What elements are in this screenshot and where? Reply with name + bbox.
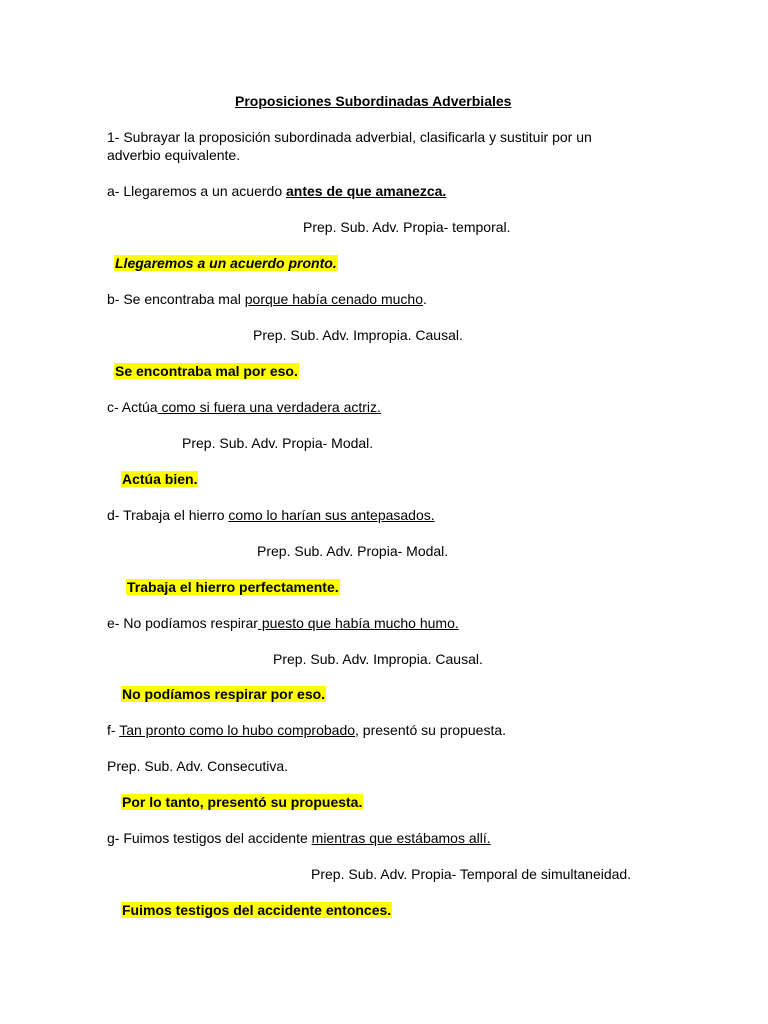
answer-e-highlight: No podíamos respirar por eso.: [122, 686, 326, 702]
sentence-f: [107, 721, 506, 739]
classification-f: Prep. Sub. Adv. Consecutiva.: [107, 758, 289, 774]
answer-b-highlight: Se encontraba mal por eso.: [115, 363, 298, 379]
sentence-f-suffix: , presentó su propuesta.: [355, 722, 507, 738]
sentence-a-prefix: a- Llegaremos a un acuerdo: [107, 183, 286, 199]
answer-d: [126, 578, 340, 596]
answer-c-highlight: Actúa bien.: [122, 471, 198, 487]
instruction-line-1: 1- Subrayar la proposición subordinada adverbial, clasificarla y sustituir por un: [107, 129, 592, 145]
sentence-e-clause: puesto que había mucho humo.: [257, 615, 459, 631]
sentence-b-prefix: b- Se encontraba mal: [107, 291, 245, 307]
answer-c: [121, 470, 198, 488]
sentence-b-suffix: .: [423, 291, 427, 307]
sentence-e-prefix: e- No podíamos respirar: [107, 615, 258, 631]
sentence-d-clause: como lo harían sus antepasados.: [228, 507, 435, 523]
sentence-f-clause: Tan pronto como lo hubo comprobado: [119, 722, 356, 738]
answer-f-highlight: Por lo tanto, presentó su propuesta.: [122, 794, 363, 810]
classification-a: Prep. Sub. Adv. Propia- temporal.: [303, 219, 511, 235]
answer-f: [121, 793, 363, 811]
classification-c: Prep. Sub. Adv. Propia- Modal.: [182, 435, 374, 451]
answer-d-highlight: Trabaja el hierro perfectamente.: [127, 579, 339, 595]
classification-e: Prep. Sub. Adv. Impropia. Causal.: [273, 651, 483, 667]
classification-g: Prep. Sub. Adv. Propia- Temporal de simultaneidad.: [311, 866, 632, 882]
answer-g-highlight: Fuimos testigos del accidente entonces.: [122, 902, 392, 918]
sentence-g-prefix: g- Fuimos testigos del accidente: [107, 830, 312, 846]
sentence-g-clause: mientras que estábamos allí.: [311, 830, 491, 846]
sentence-g: [107, 829, 491, 847]
answer-b: [114, 362, 299, 380]
sentence-a-clause: antes de que amanezca.: [286, 183, 447, 199]
answer-a: [114, 254, 338, 272]
answer-g: [121, 901, 392, 919]
answer-e: [121, 685, 326, 703]
sentence-f-prefix: f-: [107, 722, 120, 738]
sentence-d-prefix: d- Trabaja el hierro: [107, 507, 229, 523]
sentence-b-clause: porque había cenado mucho: [244, 291, 423, 307]
instruction-line-2: adverbio equivalente.: [107, 147, 241, 163]
classification-d: Prep. Sub. Adv. Propia- Modal.: [257, 543, 449, 559]
document-title: Proposiciones Subordinadas Adverbiales: [235, 93, 512, 109]
sentence-c-clause: como si fuera una verdadera actriz.: [157, 399, 381, 415]
sentence-a: [107, 182, 446, 200]
sentence-e: [107, 614, 459, 632]
answer-a-highlight: Llegaremos a un acuerdo pronto.: [115, 255, 337, 271]
sentence-d: [107, 506, 435, 524]
sentence-c: [107, 398, 381, 416]
classification-b: Prep. Sub. Adv. Impropia. Causal.: [253, 327, 463, 343]
sentence-b: [107, 290, 427, 308]
sentence-c-prefix: c- Actúa: [107, 399, 158, 415]
